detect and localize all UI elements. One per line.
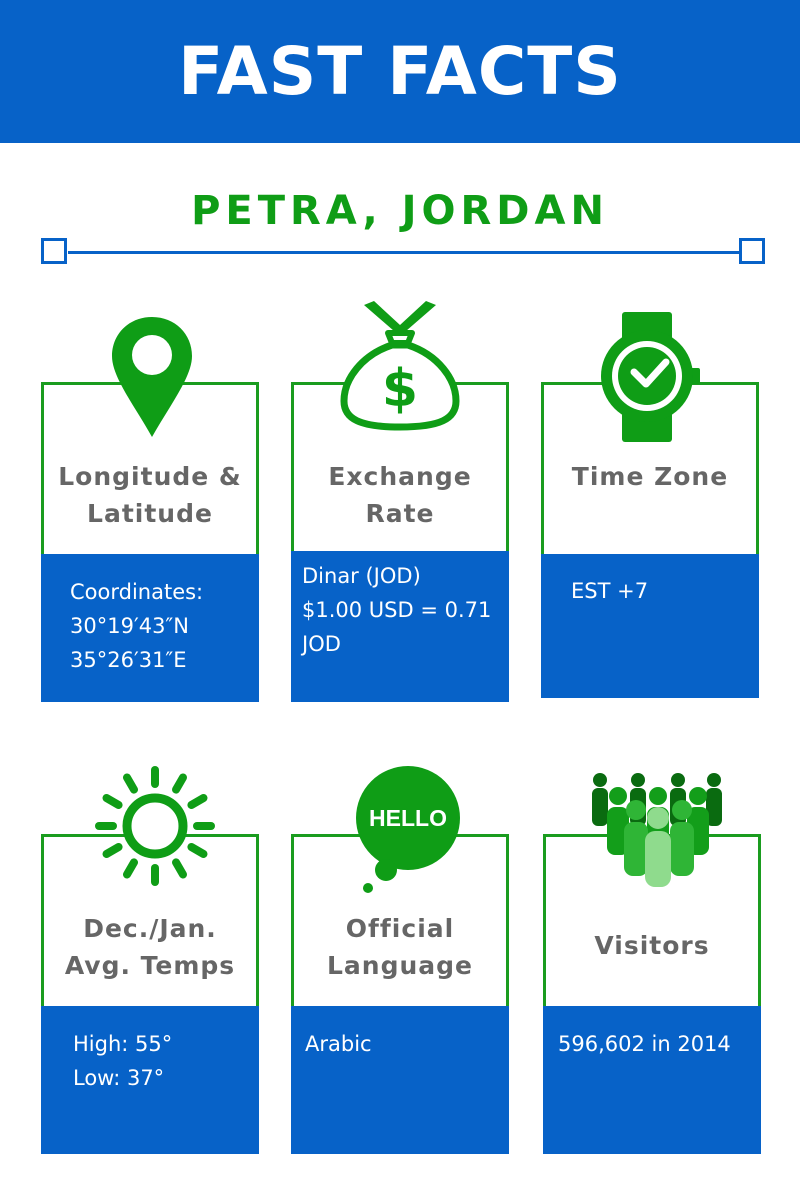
card-value-line: $1.00 USD = 0.71 <box>302 598 492 622</box>
card-value-line: High: 55° <box>73 1032 173 1056</box>
card-label-line: Exchange <box>328 462 472 491</box>
card-value-line: Dinar (JOD) <box>302 564 421 588</box>
card-label-line: Rate <box>365 499 435 528</box>
card-label <box>544 458 756 495</box>
header-banner <box>0 0 800 143</box>
card-label-line: Avg. Temps <box>64 951 236 980</box>
money-bag-icon <box>338 297 462 435</box>
location-subtitle: PETRA, JORDAN <box>191 188 609 234</box>
card-value-official-language <box>291 1006 509 1154</box>
card-value-exchange-rate <box>291 551 509 702</box>
card-label <box>546 927 758 964</box>
card-value-line: 596,602 in 2014 <box>558 1032 731 1056</box>
card-label <box>294 910 506 984</box>
card-value-line: 35°26′31″E <box>70 648 187 672</box>
page-title: FAST FACTS <box>178 33 622 110</box>
card-label-line: Latitude <box>87 499 213 528</box>
hello-text: HELLO <box>369 805 447 831</box>
card-label-line: Visitors <box>594 931 710 960</box>
card-label-line: Official <box>345 914 455 943</box>
speech-bubble-icon <box>352 764 464 896</box>
divider-right-square <box>739 238 765 264</box>
card-value-longitude-latitude <box>41 554 259 702</box>
card-label <box>44 458 256 532</box>
card-label <box>44 910 256 984</box>
crowd-icon <box>588 772 728 890</box>
dollar-sign: $ <box>381 359 419 419</box>
card-value-temps <box>41 1006 259 1154</box>
card-label-line: Longitude & <box>58 462 242 491</box>
card-value-visitors <box>543 1006 761 1154</box>
card-label-line: Language <box>326 951 473 980</box>
divider-left-square <box>41 238 67 264</box>
card-value-line: EST +7 <box>571 579 649 603</box>
card-value-line: Arabic <box>305 1032 372 1056</box>
map-pin-icon <box>110 315 194 439</box>
card-value-line: Low: 37° <box>73 1066 165 1090</box>
watch-icon <box>600 312 706 444</box>
card-value-line: Coordinates: <box>70 580 204 604</box>
card-value-time-zone <box>541 554 759 698</box>
card-value-line: JOD <box>302 632 341 656</box>
sun-icon <box>93 764 217 888</box>
card-label <box>294 458 506 532</box>
card-label-line: Time Zone <box>571 462 729 491</box>
card-value-line: 30°19′43″N <box>70 614 189 638</box>
divider-line <box>68 251 740 254</box>
card-label-line: Dec./Jan. <box>83 914 217 943</box>
